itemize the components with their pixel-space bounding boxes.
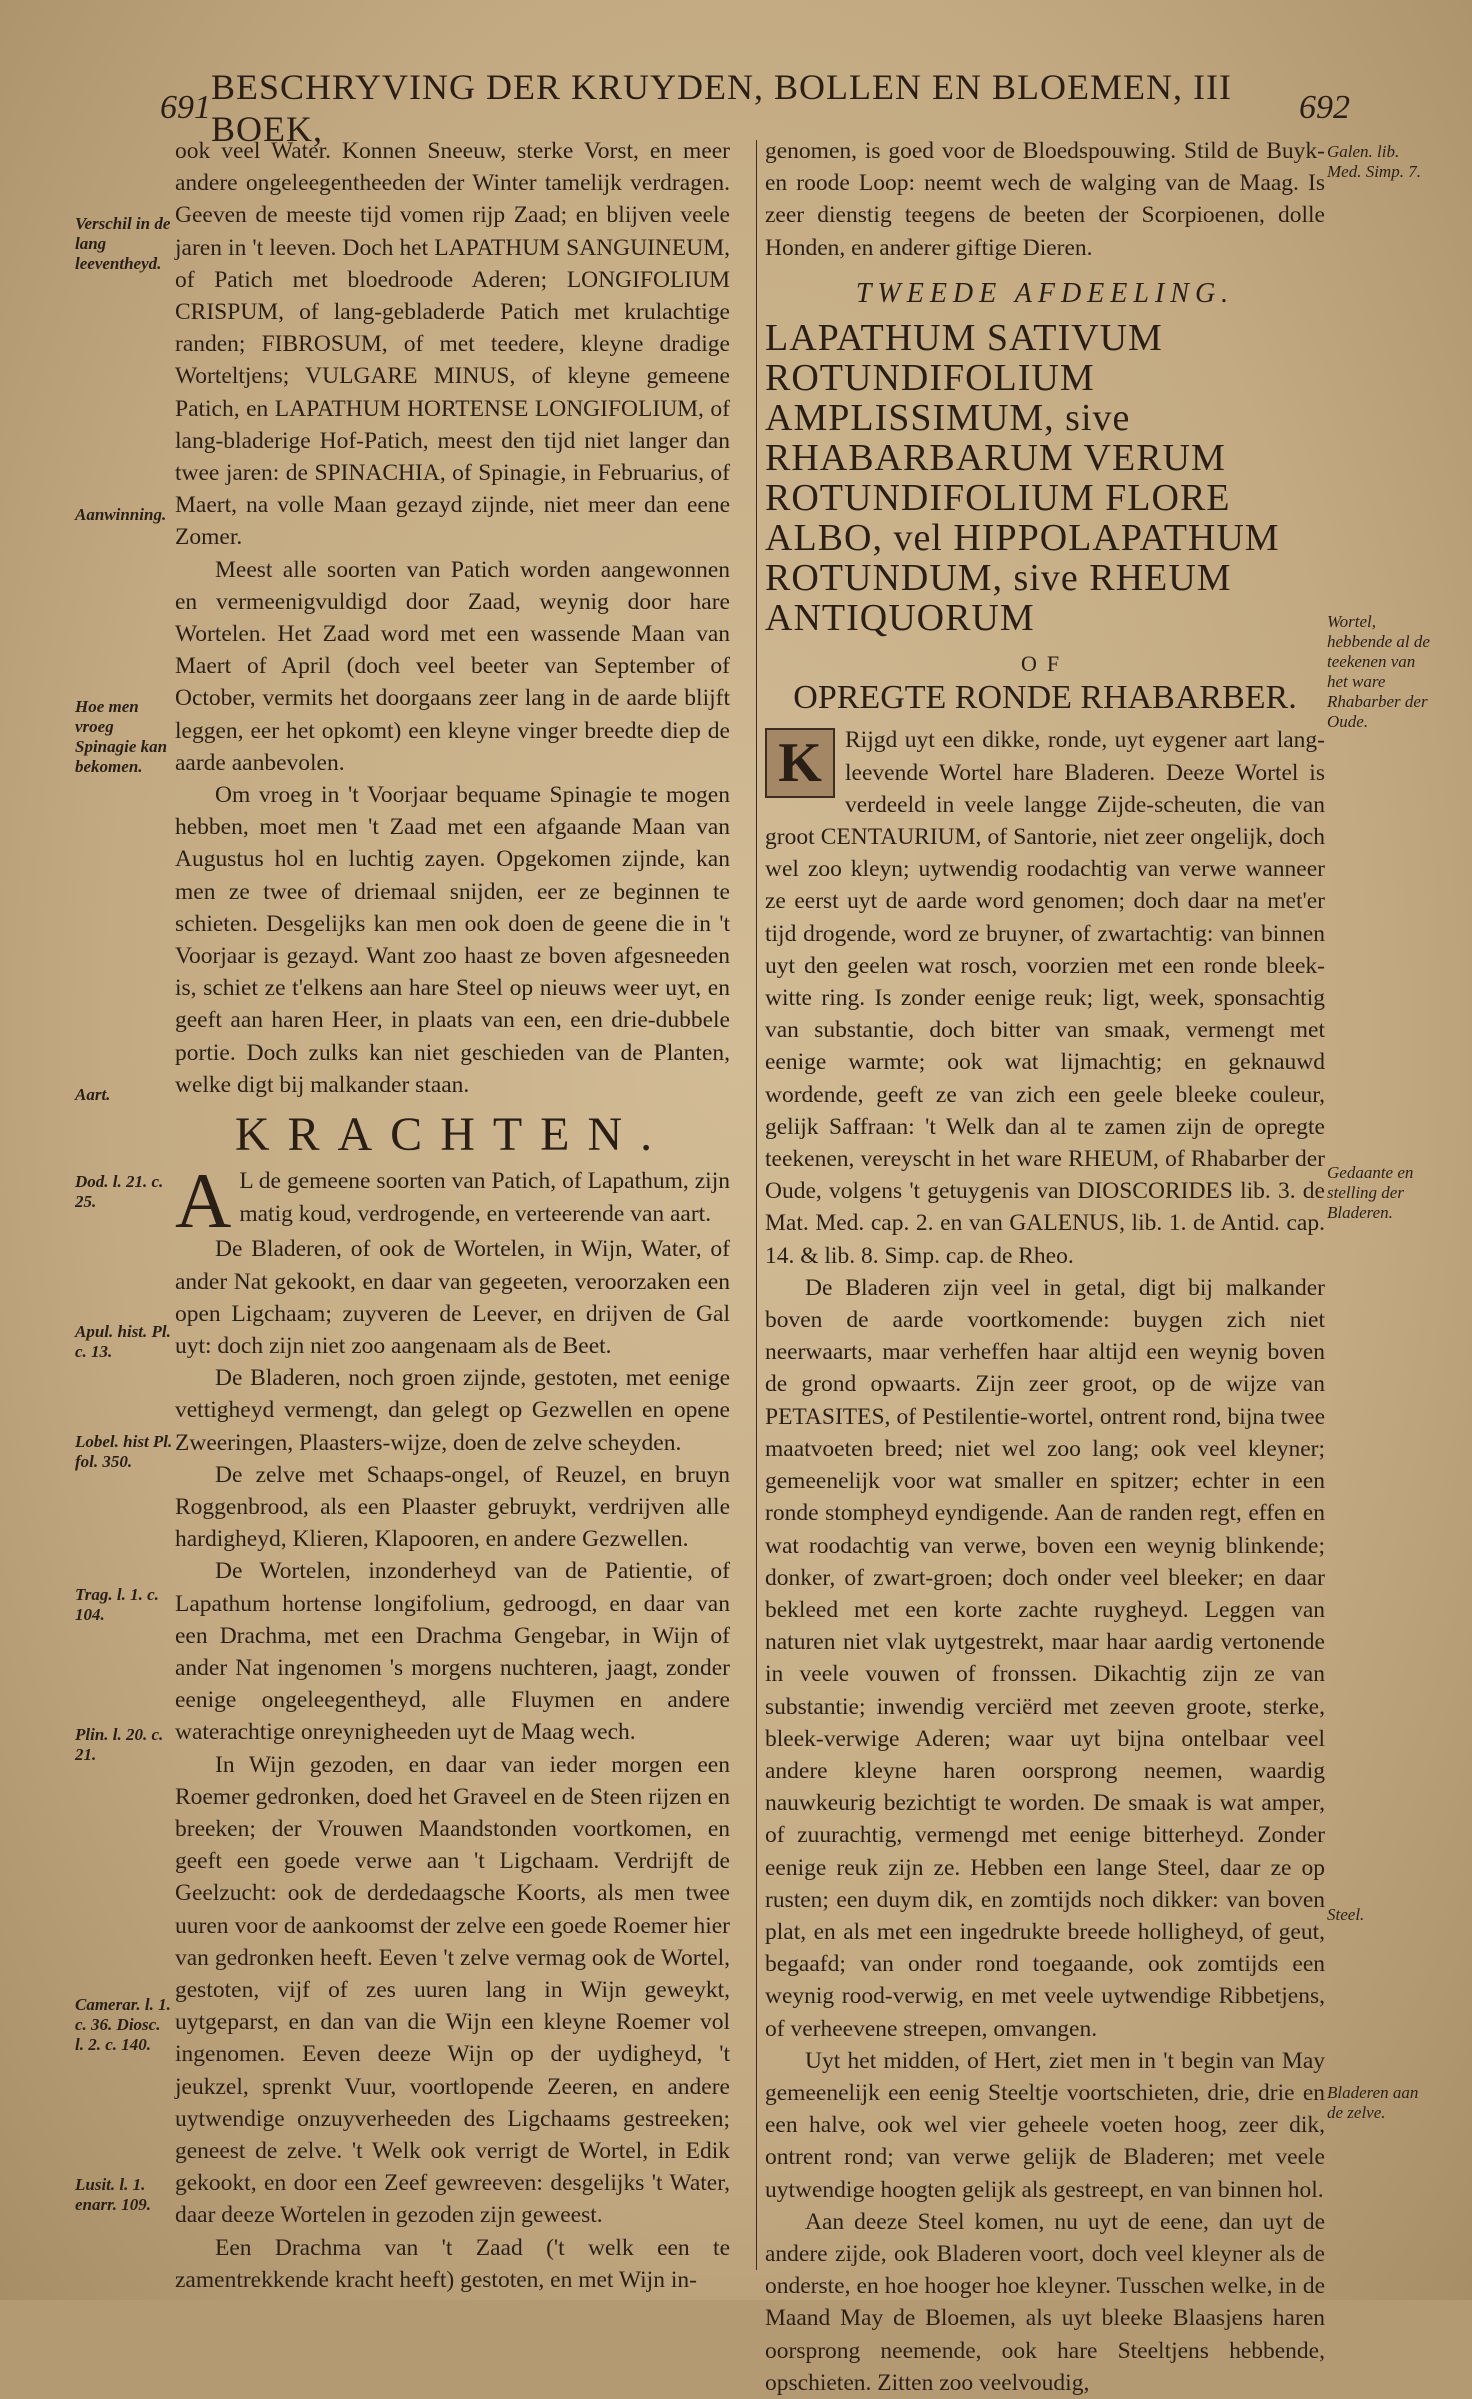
margin-note: Plin. l. 20. c. 21. xyxy=(75,1725,164,1764)
margin-note: Verschil in de lang leeventheyd. xyxy=(75,214,171,273)
page-number-right: 692 xyxy=(1299,89,1350,126)
paragraph-text: L de gemeene soorten van Patich, of Lapathum, zijn matig koud, verdrogende, en verteerende van aart. xyxy=(239,1168,730,1227)
paragraph-text: Rijgd uyt een dikke, ronde, uyt eygener aart lang-leevende Wortel hare Bladeren. Deeze Wortel is verdeeld in veele langge Zijde-scheuten, die van groot CENTAURIUM, of Santorie, niet zeer ongelijk, doch wel zoo kleyn; uytwendig roodachtig van verwe wanneer ze eerst uyt de aarde word genomen; doch daar na met'er tijd drogende, word ze bruyner, of zwartachtig: van binnen uyt den geelen wat rosch, voorzien met een ronde bleek-witte ring. Is zonder eenige reuk; ligt, week, sponsachtig van substantie, doch bitter van smaak, vermengt met eenige warmte; ook wat lijmachtig; en geknauwd wordende, geeft ze van zich een geele bleeke couleur, gelijk Saffraan: 't Welk dan al te zamen zijn de opregte teekenen, vereyscht in het ware RHEUM, of Rhabarber der Oude, volgens 't getuygenis van DIOSCORIDES lib. 3. de Mat. Med. cap. 2. en van GALENUS, lib. 1. de Antid. cap. 14. & lib. 8. Simp. cap. de Rheo. xyxy=(765,727,1325,1269)
paragraph xyxy=(175,1157,730,1245)
paragraph xyxy=(765,724,1325,1271)
paragraph: Om vroeg in 't Voorjaar bequame Spinagie te mogen hebben, moet men 't Zaad met een afgaande Maan van Augustus hol en luchtig zayen. Opgekomen zijnde, kan men ze twee of driemaal snijden, eer ze beginnen te schieten. Desgelijks kan men ook doen de geene die in 't Voorjaar is gezayd. Want zoo haast ze boven afgesneeden is, schiet ze t'elkens aan hare Steel op nieuws weer uyt, en geeft aan haren Heer, in plaats van een, een drie-dubbele portie. Doch zulks kan niet geschieden van de Planten, welke digt bij malkander staan. xyxy=(175,782,730,1098)
margin-note: Apul. hist. Pl. c. 13. xyxy=(75,1322,171,1361)
margin-note: Aanwinning. xyxy=(75,505,167,524)
margin-note: Steel. xyxy=(1327,1905,1365,1924)
margin-note: Wortel, hebbende al de teekenen van het ware Rhabarber der Oude. xyxy=(1327,612,1430,731)
paragraph: Uyt het midden, of Hert, ziet men in 't begin van May gemeenelijk een eenig Steeltje voortschieten, drie, drie en een halve, ook wel vier geheele voeten hoog, zeer dik, ontrent rond; van verwe gelijk de Bladeren; met veele uytwendige hoogten gelijk als gestreept, en van binnen hol. xyxy=(765,2047,1325,2203)
page-number-left: 691 xyxy=(160,89,211,126)
page-header xyxy=(160,67,1350,149)
plant-subtitle: OPREGTE RONDE RHABARBER. xyxy=(793,679,1297,717)
paragraph: genomen, is goed voor de Bloedspouwing. Stild de Buyk- en roode Loop: neemt wech de walging van de Maag. Is zeer dienstig teegens de beeten der Scorpioenen, dolle Honden, en anderer giftige Dieren. xyxy=(765,138,1325,261)
margin-note: Trag. l. 1. c. 104. xyxy=(75,1585,159,1624)
margin-note: Aart. xyxy=(75,1085,111,1104)
margin-note: Galen. lib. Med. Simp. 7. xyxy=(1327,142,1421,181)
margin-note: Hoe men vroeg Spinagie kan bekomen. xyxy=(75,697,168,776)
paragraph: Een Drachma van 't Zaad ('t welk een te zamentrekkende kracht heeft) gestoten, en met Wijn in- xyxy=(175,2234,730,2293)
running-title: BESCHRYVING DER KRUYDEN, BOLLEN EN BLOEMEN, III BOEK, xyxy=(211,67,1232,149)
margin-note: Camerar. l. 1. c. 36. Diosc. l. 2. c. 140. xyxy=(75,1995,171,2054)
paragraph: De Bladeren, noch groen zijnde, gestoten, met eenige vettigheyd vermengt, dan gelegt op Gezwellen en opene Zweeringen, Plaasters-wijze, doen de zelve scheyden. xyxy=(175,1365,730,1456)
decorated-initial: K xyxy=(765,728,835,798)
title-connector: OF xyxy=(1020,651,1070,677)
section-heading: KRACHTEN. xyxy=(234,1108,671,1162)
paragraph: De Bladeren, of ook de Wortelen, in Wijn, Water, of ander Nat gekookt, en daar van gegeeten, veroorzaken een open Ligchaam; zuyveren de Leever, en drijven de Gal uyt: doch zijn niet zoo aangenaam als de Beet. xyxy=(175,1236,730,1359)
paragraph: De zelve met Schaaps-ongel, of Reuzel, en bruyn Roggenbrood, als een Plaaster gebruykt, verdrijven alle hardigheyd, Klieren, Klapooren, en andere Gezwellen. xyxy=(175,1461,730,1553)
paragraph: Aan deeze Steel komen, nu uyt de eene, dan uyt de andere zijde, ook Bladeren voort, doch veel kleyner als de onderste, en hoe hooger hoe kleyner. Tusschen welke, in de Maand May de Bloemen, als uyt bleeke Blaasjens haren oorsprong neemende, ook hare Steeltjens hebbende, opschieten. Zitten zoo veelvoudig, xyxy=(765,2208,1325,2396)
margin-note: Lobel. hist Pl. fol. 350. xyxy=(75,1432,173,1471)
section-heading: TWEEDE AFDEELING. xyxy=(855,277,1235,309)
initial-letter: A xyxy=(175,1157,232,1245)
left-column xyxy=(175,135,730,2296)
paragraph: De Wortelen, inzonderheyd van de Patientie, of Lapathum hortense longifolium, gedroogd, en daar van een Drachma, met een Drachma Gengebar, in Wijn of ander Nat ingenomen 's morgens nuchteren, jaagt, zonder eenige ongeleegentheyd, alle Fluymen en andere waterachtige onreynigheeden uyt de Maag wech. xyxy=(175,1558,730,1746)
paragraph: De Bladeren zijn veel in getal, digt bij malkander boven de aarde voortkomende: buygen zich niet neerwaarts, maar verheffen haar altijd een weynig boven de grond opwaarts. Zijn zeer groot, op de wijze van PETASITES, of Pestilentie-wortel, ontrent rond, bijna twee maatvoeten breed; niet wel zoo lang; ook veel kleyner; gemeenelijk voor wat smaller en spitzer; echter in een ronde stompheyd eyndigende. Aan de randen regt, effen en wat roodachtig van verwe, boven een weynig blinkende; donker, of zwart-groen; doch onder veel bleeker; en daar bekleed met een korte zachte ruygheyd. Leggen van naturen niet vlak uytgestrekt, maar haar aardig vertonende in veele vouwen of fronssen. Dikachtig zijn ze van substantie; inwendig verciërd met zeeven groote, sterke, bleek-verwige Aderen; waar uyt bijna ontelbaar veel andere kleyne haren oorsprong neemen, waardig nauwkeurig bezichtigt te worden. De smaak is wat amper, of zuurachtig, vermengd met eenige bitterheyd. Zonder eenige reuk zijn ze. Hebben een lange Steel, daar ze op rusten; een duym dik, en zomtijds noch dikker: van boven plat, en als met een ingedrukte breede holligheyd, of geut, begaafd; van onder rond toegaande, ook zomtijds een weynig rood-verwig, en met veele uytwendige Ribbetjens, of verheevene streepen, omvangen. xyxy=(765,1274,1325,2042)
right-column xyxy=(765,135,1325,2399)
margin-note: Dod. l. 21. c. 25. xyxy=(75,1172,164,1211)
paragraph: Meest alle soorten van Patich worden aangewonnen en vermeenigvuldigd door Zaad, weynig door hare Wortelen. Het Zaad word met een wassende Maan van Maert of April (doch veel beeter van September of October, vermits het doorgaans zeer lang in de aarde blijft leggen, eer het opkomt) een kleyne vinger breedte diep de aarde aanbevolen. xyxy=(175,556,730,776)
column-divider xyxy=(756,140,757,2270)
paragraph: ook veel Water. Konnen Sneeuw, sterke Vorst, en meer andere ongeleegentheeden der Winter tamelijk verdragen. Geeven de meeste tijd vomen rijp Zaad; en blijven veele jaren in 't leeven. Doch het LAPATHUM SANGUINEUM, of Patich met bloedroode Aderen; LONGIFOLIUM CRISPUM, of lang-gebladerde Patich met krulachtige randen; FIBROSUM, of met teedere, kleyne dradige Worteltjens; VULGARE MINUS, of kleyne gemeene Patich, en LAPATHUM HORTENSE LONGIFOLIUM, of lang-bladerige Hof-Patich, meest den tijd niet langer dan twee jaren: de SPINACHIA, of Spinagie, in Februarius, of Maert, na volle Maan gezayd zijnde, niet meer dan eene Zomer. xyxy=(175,138,730,551)
plant-title: LAPATHUM SATIVUM ROTUNDIFOLIUM AMPLISSIMUM, sive RHABARBARUM VERUM ROTUNDIFOLIUM FLORE ALBO, vel HIPPOLAPATHUM ROTUNDUM, sive RHEUM ANTIQUORUM xyxy=(765,317,1280,640)
margin-note: Bladeren aan de zelve. xyxy=(1327,2083,1419,2122)
margin-note: Gedaante en stelling der Bladeren. xyxy=(1327,1163,1414,1222)
paragraph: In Wijn gezoden, en daar van ieder morgen een Roemer gedronken, doed het Graveel en de Steen rijzen en breeken; der Vrouwen Maandstonden voortkomen, en geeft een goede verwe aan 't Ligchaam. Verdrijft de Geelzucht: ook de derdedaagsche Koorts, als men twee uuren voor de aankoomst der zelve een goede Roemer hier van gedronken heeft. Eeven 't zelve vermag ook de Wortel, gestoten, vijf of zes uuren lang in Wijn geweykt, uytgeparst, en dan van die Wijn een kleyne Roemer vol ingenomen. Eeven deeze Wijn op der uydigheyd, 't jeukzel, sprenkt Vuur, voortlopende Zeeren, en andere uytwendige onzuyverheeden des Ligchaams gestreeken; geneest de zelve. 't Welk ook verrigt de Wortel, in Edik gekookt, en door een Zeef gewreeven: desgelijks 't Water, daar deeze Wortelen in gezoden zijn geweest. xyxy=(175,1751,730,2229)
margin-note: Lusit. l. 1. enarr. 109. xyxy=(75,2175,152,2214)
